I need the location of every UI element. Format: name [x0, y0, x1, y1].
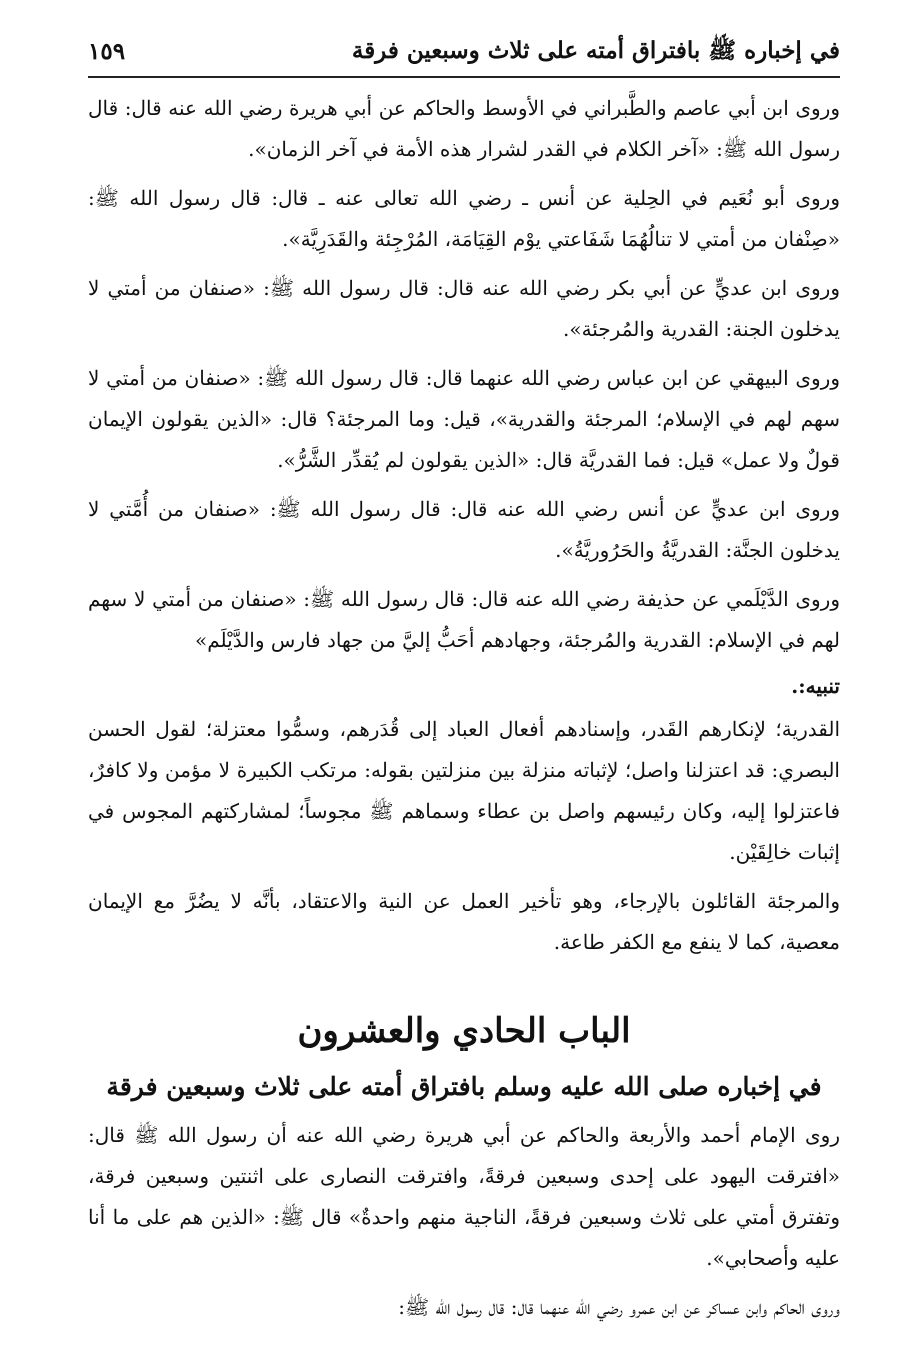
header-divider: [88, 76, 840, 78]
paragraph: وروى ابن أبي عاصم والطَّبراني في الأوسط والحاكم عن أبي هريرة رضي الله عنه قال: قال رسول الله ﷺ: «آخر الكلام في القدر لشرار هذه الأمة في آخر الزمان».: [88, 96, 840, 161]
running-header-title: في إخباره ﷺ بافتراق أمته على ثلاث وسبعين فرقة: [351, 37, 840, 64]
paragraph: وروى أبو نُعَيم في الحِلية عن أنس ـ رضي الله تعالى عنه ـ قال: قال رسول الله ﷺ: «صِنْفان من أمتي لا تنالُهُمَا شَفَاعتي يوْم القِيَامَة، المُرْجِئة والقَدَرِيَّة».: [88, 186, 840, 251]
paragraph: وروى الحاكم وابن عساكر عن ابن عمرو رضي الله عنهما قال: قال رسول الله ﷺ:: [398, 1295, 840, 1319]
paragraph: وروى ابن عديٍّ عن أنس رضي الله عنه قال: قال رسول الله ﷺ: «صنفان من أُمَّتي لا يدخلون الجنَّة: القدريَّةُ والحَرُوريَّةُ».: [88, 497, 840, 562]
page-body: [88, 88, 840, 1336]
paragraph: روى الإمام أحمد والأربعة والحاكم عن أبي هريرة رضي الله عنه أن رسول الله ﷺ قال: «افترقت اليهود على إحدى وسبعين فرقةً، وافترقت النصارى على اثنتين وسبعين فرقة، وتفترق أمتي على ثلاث وسبعين فرقةً، الناجية منهم واحدةٌ» قال ﷺ: «الذين هم على ما أنا عليه وأصحابي».: [88, 1123, 840, 1270]
chapter-subtitle: في إخباره صلى الله عليه وسلم بافتراق أمته على ثلاث وسبعين فرقة: [106, 1072, 822, 1101]
note-heading: تنبيه:.: [791, 674, 840, 698]
paragraph: والمرجئة القائلون بالإرجاء، وهو تأخير العمل عن النية والاعتقاد، بأنَّه لا يضُرَّ مع الإيمان معصية، كما لا ينفع مع الكفر طاعة.: [88, 889, 840, 954]
chapter-title: الباب الحادي والعشرون: [297, 1011, 631, 1051]
paragraph: وروى البيهقي عن ابن عباس رضي الله عنهما قال: قال رسول الله ﷺ: «صنفان من أمتي لا سهم لهم في الإسلام؛ المرجئة والقدرية»، قيل: وما المرجئة؟ قال: «الذين يقولون الإيمان قولٌ ولا عمل» قيل: فما القدريَّة قال: «الذين يقولون لم يُقدِّر الشَّرُّ».: [88, 366, 840, 472]
paragraph: القدرية؛ لإنكارهم القَدر، وإسنادهم أفعال العباد إلى قُدَرهم، وسمُّوا معتزلة؛ لقول الحسن البصري: قد اعتزلنا واصل؛ لإثباته منزلة بين منزلتين بقوله: مرتكب الكبيرة لا مؤمن ولا كافرٌ، فاعتزلوا إليه، وكان رئيسهم واصل بن عطاء وسماهم ﷺ مجوساً؛ لمشاركتهم المجوس في إثبات خالِقَيْن.: [88, 717, 840, 864]
running-header: [88, 28, 840, 72]
page-number: ١٥٩: [88, 38, 126, 65]
paragraph: وروى الدَّيْلَمي عن حذيفة رضي الله عنه قال: قال رسول الله ﷺ: «صنفان من أمتي لا سهم لهم في الإسلام: القدرية والمُرجئة، وجهادهم أحَبُّ إليَّ من جهاد فارس والدَّيْلَم»: [88, 587, 840, 652]
paragraph: وروى ابن عديٍّ عن أبي بكر رضي الله عنه قال: قال رسول الله ﷺ: «صنفان من أمتي لا يدخلون الجنة: القدرية والمُرجئة».: [88, 276, 841, 341]
